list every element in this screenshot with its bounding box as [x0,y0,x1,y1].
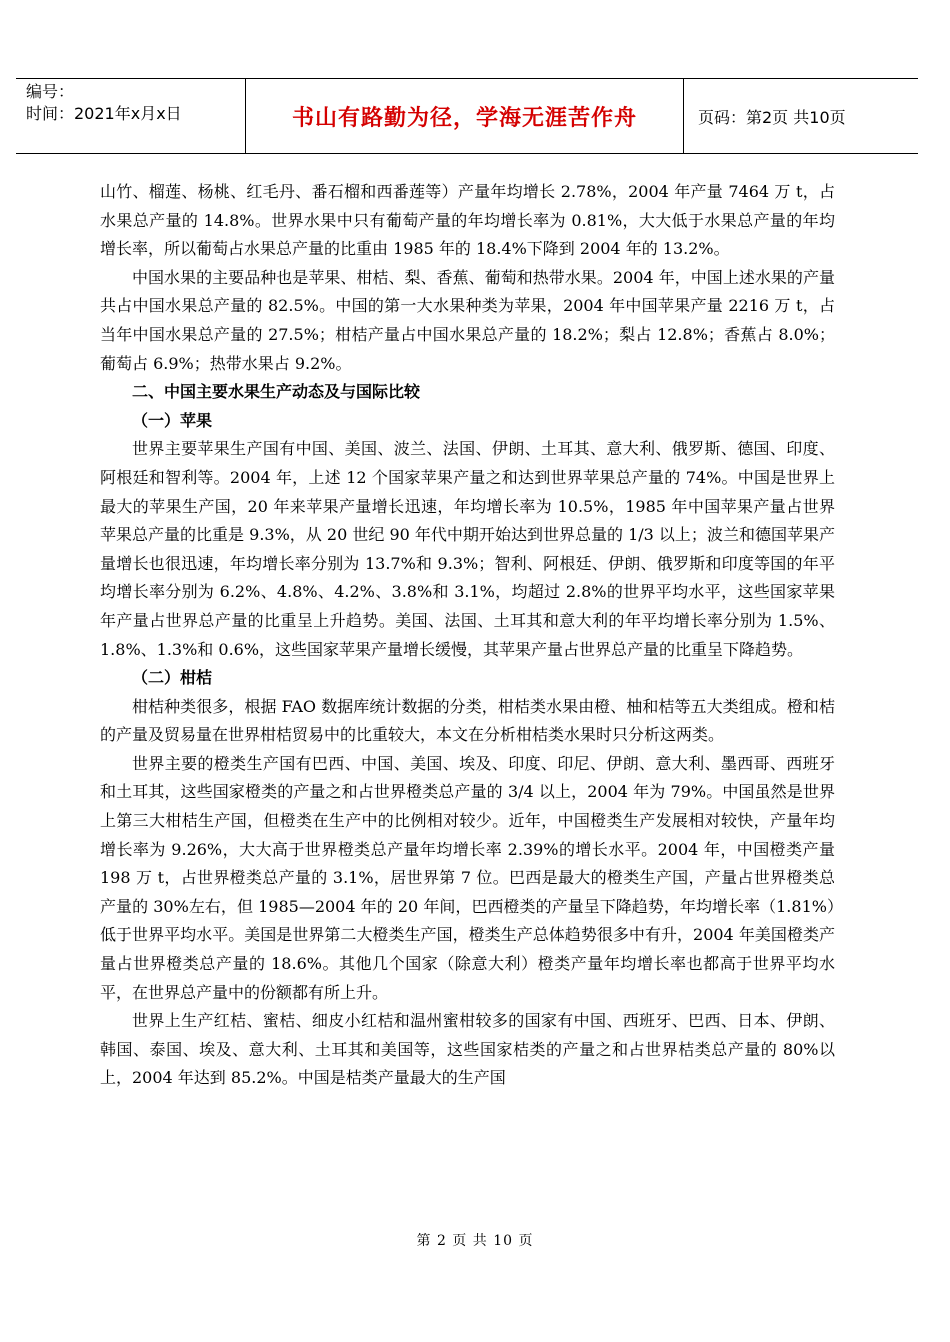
subsection-heading-citrus: （二）柑桔 [132,668,213,688]
subsection-heading-apple: （一）苹果 [132,410,213,430]
paragraph: 世界上生产红桔、蜜桔、细皮小红桔和温州蜜柑较多的国家有中国、西班牙、巴西、日本、伊朗、韩国、泰国、埃及、意大利、土耳其和美国等，这些国家桔类的产量之和占世界桔类总产量的 80%以上，2004 年达到 85.2%。中国是桔类产量最大的生产国 [100,1011,835,1088]
section-heading: 二、中国主要水果生产动态及与国际比较 [132,382,421,402]
motto: 书山有路勤为径，学海无涯苦作舟 [246,79,684,153]
paragraph: 山竹、榴莲、杨桃、红毛丹、番石榴和西番莲等）产量年均增长 2.78%，2004 年产量 7464 万 t，占水果总产量的 14.8%。世界水果中只有葡萄产量的年均增长率为 0.81%，大大低于水果总产量的年均增长率，所以葡萄占水果总产量的比重由 1985 年的 18.4%下降到 2004 年的 13.2%。 [100,182,835,259]
paragraph: 世界主要苹果生产国有中国、美国、波兰、法国、伊朗、土耳其、意大利、俄罗斯、德国、印度、阿根廷和智利等。2004 年，上述 12 个国家苹果产量之和达到世界苹果总产量的 74%。中国是世界上最大的苹果生产国，20 年来苹果产量增长迅速，年均增长率为 10.5%，1985 年中国苹果产量占世界苹果总产量的比重是 9.3%，从 20 世纪 90 年代中期开始达到世界总量的 1/3 以上；波兰和德国苹果产量增长也很迅速，年均增长率分别为 13.7%和 9.3%；智利、阿根廷、伊朗、俄罗斯和印度等国的年平均增长率分别为 6.2%、4.8%、4.2%、3.8%和 3.1%，均超过 2.8%的世界平均水平，这些国家苹果年产量占世界总产量的比重呈上升趋势。美国、法国、土耳其和意大利的年平均增长率分别为 1.5%、1.8%、1.3%和 0.6%，这些国家苹果产量增长缓慢，其苹果产量占世界总产量的比重呈下降趋势。 [100,439,835,659]
paragraph: 柑桔种类很多，根据 FAO 数据库统计数据的分类，柑桔类水果由橙、柚和桔等五大类组成。橙和桔的产量及贸易量在世界柑桔贸易中的比重较大，本文在分析柑桔类水果时只分析这两类。 [100,696,835,745]
paragraph: 中国水果的主要品种也是苹果、柑桔、梨、香蕉、葡萄和热带水果。2004 年，中国上述水果的产量共占中国水果总产量的 82.5%。中国的第一大水果种类为苹果，2004 年中国苹果产量 2216 万 t，占当年中国水果总产量的 27.5%；柑桔产量占中国水果总产量的 18.2%；梨占 12.8%；香蕉占 8.0%；葡萄占 6.9%；热带水果占 9.2%。 [100,267,835,373]
paragraph: 世界主要的橙类生产国有巴西、中国、美国、埃及、印度、印尼、伊朗、意大利、墨西哥、西班牙和土耳其，这些国家橙类的产量之和占世界橙类总产量的 3/4 以上，2004 年为 79%。中国虽然是世界上第三大柑桔生产国，但橙类在生产中的比例相对较少。近年，中国橙类生产发展相对较快，产量年均增长率为 9.26%，大大高于世界橙类总产量年均增长率 2.39%的增长水平。2004 年，中国橙类产量 198 万 t，占世界橙类总产量的 3.1%，居世界第 7 位。巴西是最大的橙类生产国，产量占世界橙类总产量的 30%左右，但 1985—2004 年的 20 年间，巴西橙类的产量呈下降趋势，年均增长率（1.81%）低于世界平均水平。美国是世界第二大橙类生产国，橙类生产总体趋势很多中有升，2004 年美国橙类产量占世界橙类总产量的 18.6%。其他几个国家（除意大利）橙类产量年均增长率也都高于世界平均水平，在世界总产量中的份额都有所上升。 [100,753,835,1002]
page-footer: 第 2 页 共 10 页 [416,1233,534,1249]
header-info [16,79,246,153]
number-label: 编号： [26,82,75,101]
page-indicator: 页码：第2页 共10页 [698,107,846,127]
document-body [100,178,835,1093]
time-label: 时间：2021年x月x日 [26,104,182,123]
page-header [16,78,918,154]
